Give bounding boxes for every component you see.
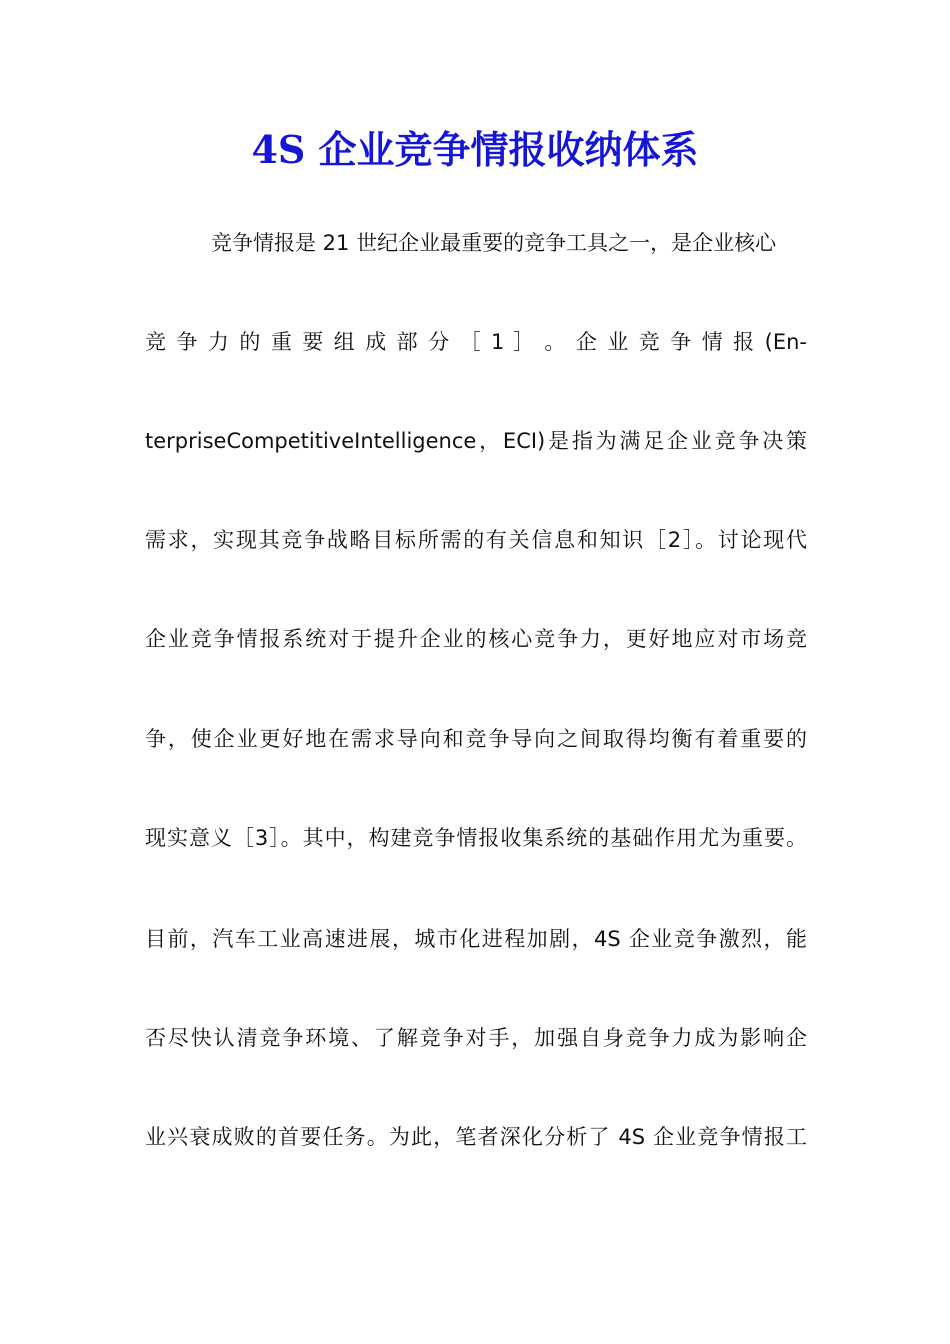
document-title: 4S 企业竞争情报收纳体系 (251, 127, 699, 172)
paragraph-line: 争，使企业更好地在需求导向和竞争导向之间取得均衡有着重要的 (145, 727, 807, 751)
paragraph-line: 目前，汽车工业高速进展，城市化进程加剧，4S 企业竞争激烈，能 (145, 927, 807, 951)
paragraph-line: 需求，实现其竞争战略目标所需的有关信息和知识［2］。讨论现代 (145, 528, 807, 552)
paragraph-line: 业兴衰成败的首要任务。为此，笔者深化分析了 4S 企业竞争情报工 (145, 1125, 807, 1149)
paragraph-line: 企业竞争情报系统对于提升企业的核心竞争力，更好地应对市场竞 (145, 627, 807, 651)
paragraph-line: terpriseCompetitiveIntelligence，ECI)是指为满足企业竞争决策 (145, 429, 807, 453)
paragraph-line: 竞 争 力 的 重 要 组 成 部 分 ［ 1 ］ 。 企 业 竞 争 情 报 (En- (145, 330, 807, 354)
paragraph-line: 现实意义［3］。其中，构建竞争情报收集系统的基础作用尤为重要。 (145, 826, 807, 850)
paragraph-line: 竞争情报是 21 世纪企业最重要的竞争工具之一，是企业核心 (211, 231, 777, 255)
paragraph-line: 否尽快认清竞争环境、了解竞争对手，加强自身竞争力成为影响企 (145, 1026, 807, 1050)
